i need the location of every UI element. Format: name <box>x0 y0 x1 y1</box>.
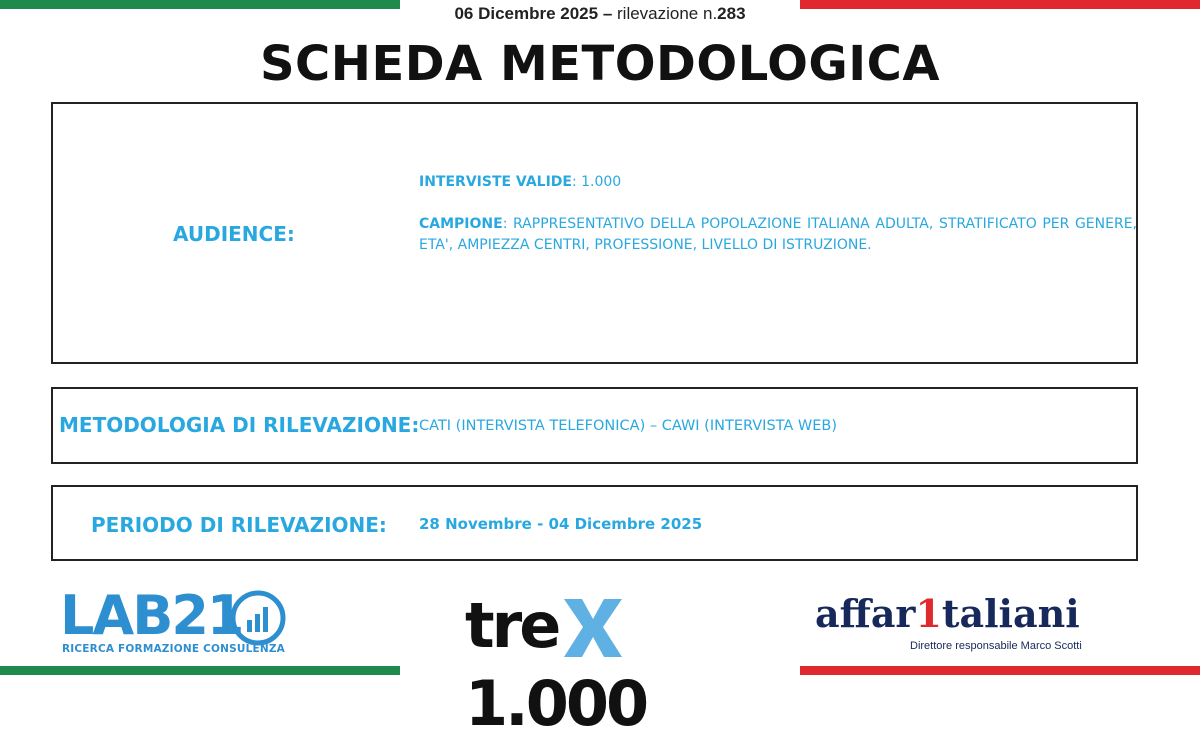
trex-prefix: tre <box>465 589 559 662</box>
affaritaliani-tagline: Direttore responsabile Marco Scotti <box>910 640 1082 652</box>
bottom-red-stripe <box>800 666 1200 675</box>
period-box <box>51 485 1138 561</box>
trex-suffix: 1.000 <box>465 667 647 740</box>
bar-chart-circle-icon <box>230 590 286 646</box>
x-mark-icon <box>558 589 628 663</box>
sample-description <box>419 214 1137 256</box>
affaritaliani-logo <box>815 590 1185 660</box>
date-dash: – <box>598 4 617 23</box>
page-title: SCHEDA METODOLOGICA <box>259 36 941 92</box>
aff-part1: affar <box>815 591 916 636</box>
methodology-box <box>51 387 1138 464</box>
period-label: PERIODO DI RILEVAZIONE: <box>91 513 387 537</box>
aff-part2: taliani <box>941 591 1080 636</box>
audience-box <box>51 102 1138 364</box>
survey-date-line <box>0 4 1200 24</box>
trex1000-logo <box>465 587 745 740</box>
methodology-value: CATI (INTERVISTA TELEFONICA) – CAWI (INTERVISTA WEB) <box>419 418 838 434</box>
interviews-line <box>419 174 621 190</box>
affaritaliani-wordmark <box>815 590 1080 638</box>
bottom-green-stripe <box>0 666 400 675</box>
survey-date: 06 Dicembre 2025 <box>454 4 599 23</box>
survey-number: 283 <box>717 4 746 23</box>
survey-label: rilevazione n. <box>617 4 718 23</box>
audience-label: AUDIENCE: <box>173 222 295 246</box>
lab21-tagline: RICERCA FORMAZIONE CONSULENZA <box>62 643 285 655</box>
sample-value: : RAPPRESENTATIVO DELLA POPOLAZIONE ITALIANA ADULTA, STRATIFICATO PER GENERE, ETA', AMPIEZZA CENTRI, PROFESSIONE, LIVELLO DI ISTRUZIONE. <box>419 216 1137 253</box>
interviews-key: INTERVISTE VALIDE <box>419 174 572 190</box>
methodology-label: METODOLOGIA DI RILEVAZIONE: <box>59 413 420 437</box>
lab21-logo <box>60 586 300 661</box>
sample-key: CAMPIONE <box>419 216 503 232</box>
interviews-value: : 1.000 <box>571 174 622 190</box>
period-value: 28 Novembre - 04 Dicembre 2025 <box>419 515 703 533</box>
lab21-wordmark: LAB21 <box>60 584 243 647</box>
aff-one: 1 <box>915 591 942 636</box>
